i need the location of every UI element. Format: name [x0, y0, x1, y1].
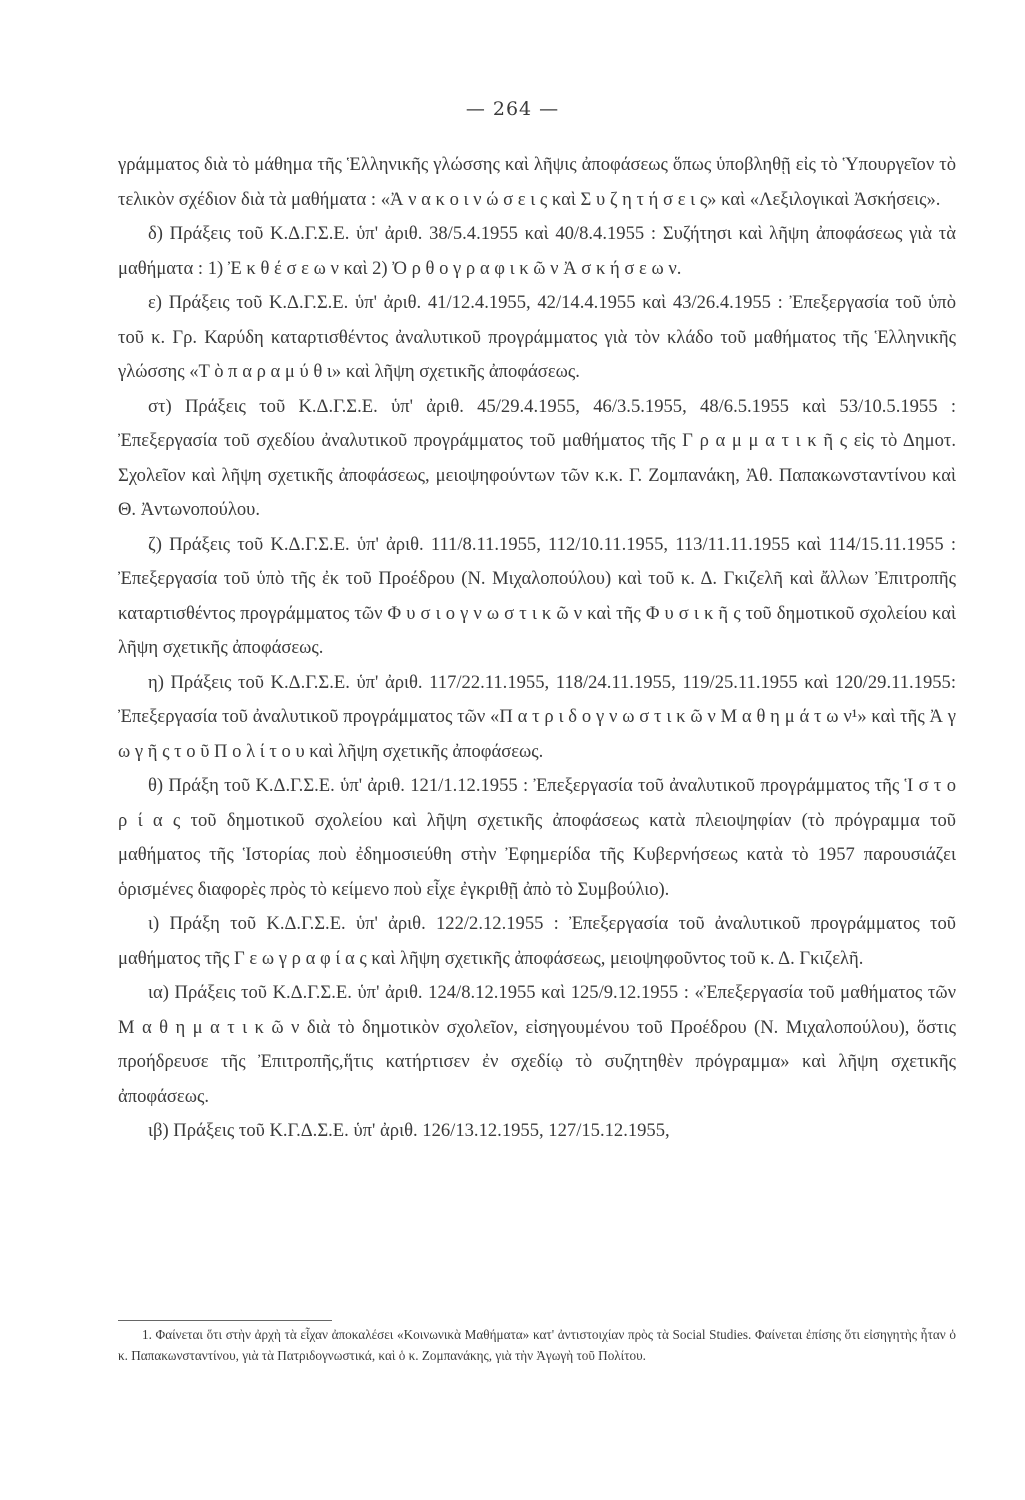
paragraph-epsilon: ε) Πράξεις τοῦ Κ.Δ.Γ.Σ.Ε. ὑπ' ἀριθ. 41/12.4.1955, 42/14.4.1955 καὶ 43/26.4.1955 : Ἐπεξεργασία τοῦ ὑπὸ τοῦ κ. Γρ. Καρύδη καταρτισθέντος ἀναλυτικοῦ προγράμματος γιὰ τὸν κλάδο τοῦ μαθήματος τῆς Ἑλληνικῆς γλώσσης «Τ ὸ π α ρ α μ ύ θ ι» καὶ λῆψη σχετικῆς ἀποφάσεως.	[118, 292, 956, 382]
page-number: — 264 —	[465, 98, 560, 120]
paragraph-theta: θ) Πράξη τοῦ Κ.Δ.Γ.Σ.Ε. ὑπ' ἀριθ. 121/1.12.1955 : Ἐπεξεργασία τοῦ ἀναλυτικοῦ προγράμματος τῆς Ἱ σ τ ο ρ ί α ς τοῦ δημοτικοῦ σχολείου καὶ λῆψη σχετικῆς ἀποφάσεως κατὰ πλειοψηφίαν (τὸ πρόγραμμα τοῦ μαθήματος τῆς Ἱστορίας ποὺ ἐδημοσιεύθη στὴν Ἐφημερίδα τῆς Κυβερνήσεως κατὰ τὸ 1957 παρουσιάζει ὁρισμένες διαφορὲς πρὸς τὸ κείμενο ποὺ εἶχε ἐγκριθῇ ἀπὸ τὸ Συμβούλιο).	[118, 775, 956, 900]
paragraph-zeta: ζ) Πράξεις τοῦ Κ.Δ.Γ.Σ.Ε. ὑπ' ἀριθ. 111/8.11.1955, 112/10.11.1955, 113/11.11.1955 καὶ 114/15.11.1955 : Ἐπεξεργασία τοῦ ὑπὸ τῆς ἐκ τοῦ Προέδρου (Ν. Μιχαλοπούλου) καὶ τοῦ κ. Δ. Γκιζελῆ καὶ ἄλλων Ἐπιτροπῆς καταρτισθέντος προγράμματος τῶν Φ υ σ ι ο γ ν ω σ τ ι κ ῶ ν καὶ τῆς Φ υ σ ι κ ῆ ς τοῦ δημοτικοῦ σχολείου καὶ λῆψη σχετικῆς ἀποφάσεως.	[118, 533, 956, 658]
footnote-divider	[118, 1320, 332, 1321]
main-text	[118, 148, 956, 1149]
paragraph-ia: ια) Πράξεις τοῦ Κ.Δ.Γ.Σ.Ε. ὑπ' ἀριθ. 124/8.12.1955 καὶ 125/9.12.1955 : «Ἐπεξεργασία τοῦ μαθήματος τῶν Μ α θ η μ α τ ι κ ῶ ν διὰ τὸ δημοτικὸν σχολεῖον, εἰσηγουμένου τοῦ Προέδρου (Ν. Μιχαλοπούλου), ὅστις προήδρευσε τῆς Ἐπιτροπῆς,ἥτις κατήρτισεν ἐν σχεδίῳ τὸ συζητηθὲν πρόγραμμα» καὶ λῆψη σχετικῆς ἀποφάσεως.	[118, 982, 956, 1107]
paragraph-ib: ιβ) Πράξεις τοῦ Κ.Γ.Δ.Σ.Ε. ὑπ' ἀριθ. 126/13.12.1955, 127/15.12.1955,	[148, 1120, 670, 1141]
paragraph-st: στ) Πράξεις τοῦ Κ.Δ.Γ.Σ.Ε. ὑπ' ἀριθ. 45/29.4.1955, 46/3.5.1955, 48/6.5.1955 καὶ 53/10.5.1955 : Ἐπεξεργασία τοῦ σχεδίου ἀναλυτικοῦ προγράμματος τοῦ μαθήματος τῆς Γ ρ α μ μ α τ ι κ ῆ ς εἰς τὸ Δημοτ. Σχολεῖον καὶ λῆψη σχετικῆς ἀποφάσεως, μειοψηφούντων τῶν κ.κ. Γ. Ζομπανάκη, Ἀθ. Παπακωνσταντίνου καὶ Θ. Ἀντωνοπούλου.	[118, 395, 956, 520]
paragraph-continuation: γράμματος διὰ τὸ μάθημα τῆς Ἑλληνικῆς γλώσσης καὶ λῆψις ἀποφάσεως ὅπως ὑποβληθῇ εἰς τὸ Ὑπουργεῖον τὸ τελικὸν σχέδιον διὰ τὰ μαθήματα : «Ἀ ν α κ ο ι ν ώ σ ε ι ς καὶ Σ υ ζ η τ ή σ ε ι ς» καὶ «Λεξιλογικαὶ Ἀσκήσεις».	[118, 154, 956, 210]
paragraph-eta: η) Πράξεις τοῦ Κ.Δ.Γ.Σ.Ε. ὑπ' ἀριθ. 117/22.11.1955, 118/24.11.1955, 119/25.11.1955 καὶ 120/29.11.1955: Ἐπεξεργασία τοῦ ἀναλυτικοῦ προγράμματος τῶν «Π α τ ρ ι δ ο γ ν ω σ τ ι κ ῶ ν Μ α θ η μ ά τ ω ν¹» καὶ τῆς Ἀ γ ω γ ῆ ς τ ο ῦ Π ο λ ί τ ο υ καὶ λῆψη σχετικῆς ἀποφάσεως.	[118, 671, 956, 762]
paragraph-iota: ι) Πράξη τοῦ Κ.Δ.Γ.Σ.Ε. ὑπ' ἀριθ. 122/2.12.1955 : Ἐπεξεργασία τοῦ ἀναλυτικοῦ προγράμματος τοῦ μαθήματος τῆς Γ ε ω γ ρ α φ ί α ς καὶ λῆψη σχετικῆς ἀποφάσεως, μειοψηφοῦντος τοῦ κ. Δ. Γκιζελῆ.	[118, 913, 956, 969]
footnote: 1. Φαίνεται ὅτι στὴν ἀρχὴ τὰ εἶχαν ἀποκαλέσει «Κοινωνικὰ Μαθήματα» κατ' ἀντιστοιχίαν πρὸς τὰ Social Studies. Φαίνεται ἐπίσης ὅτι εἰσηγητὴς ἦταν ὁ κ. Παπακωνσταντίνου, γιὰ τὰ Πατριδογνωστικά, καὶ ὁ κ. Ζομπανάκης, γιὰ τὴν Ἀγωγὴ τοῦ Πολίτου.	[118, 1327, 956, 1363]
paragraph-delta: δ) Πράξεις τοῦ Κ.Δ.Γ.Σ.Ε. ὑπ' ἀριθ. 38/5.4.1955 καὶ 40/8.4.1955 : Συζήτησι καὶ λῆψη ἀποφάσεως γιὰ τὰ μαθήματα : 1) Ἐ κ θ έ σ ε ω ν καὶ 2) Ὀ ρ θ ο γ ρ α φ ι κ ῶ ν Ἀ σ κ ή σ ε ω ν.	[118, 223, 956, 279]
